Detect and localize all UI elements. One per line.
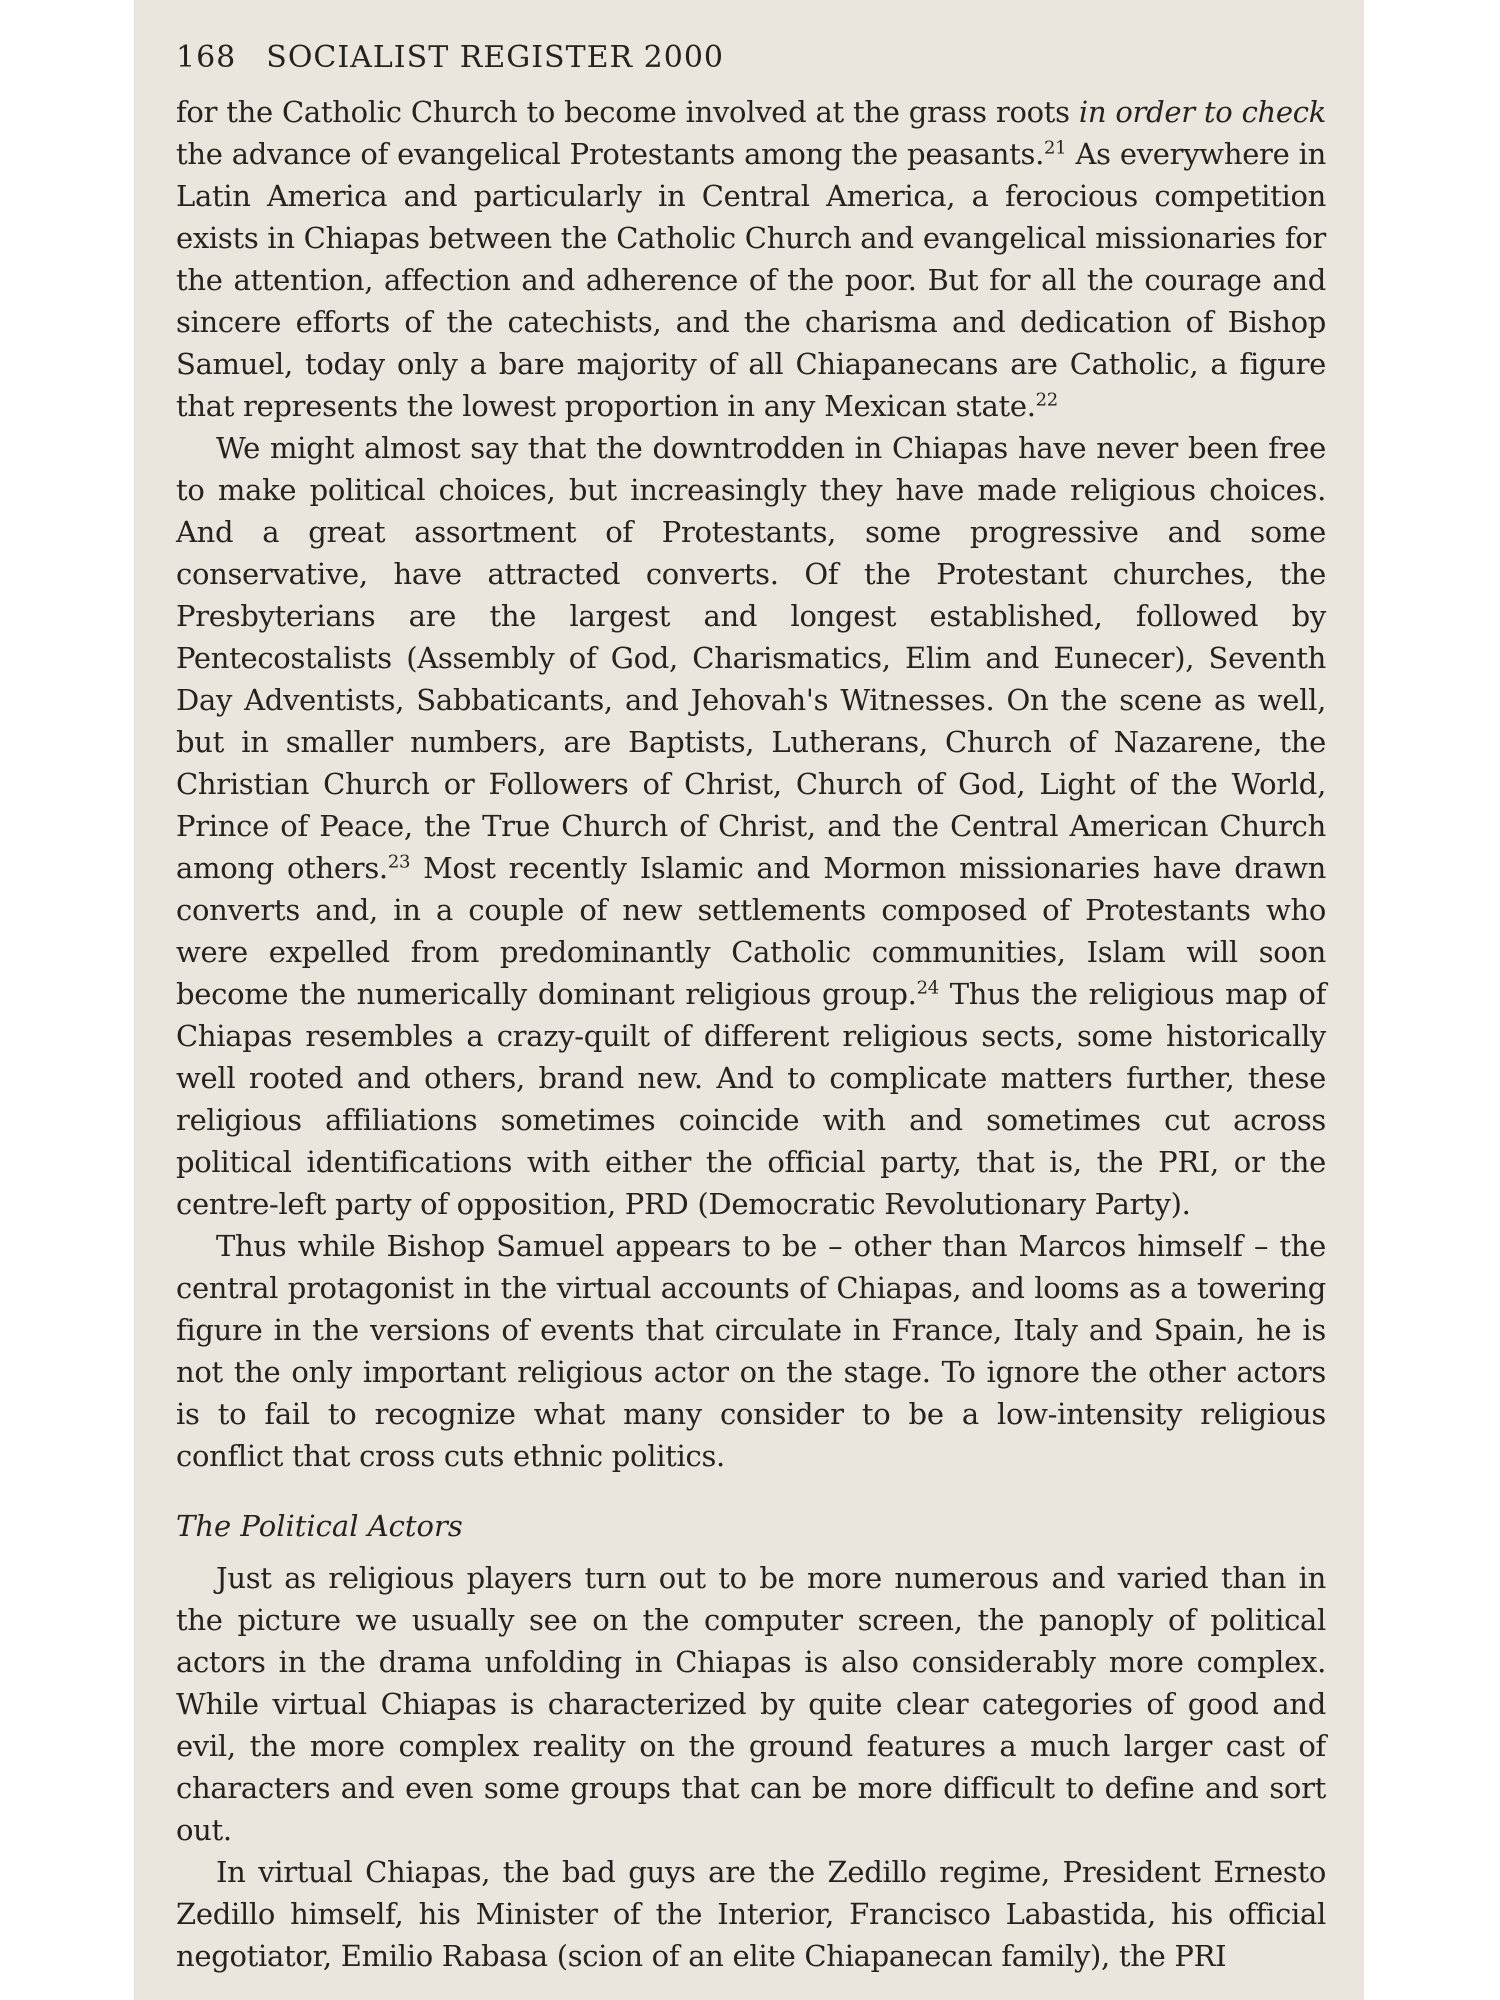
footnote-ref-22: 22 <box>1035 389 1058 411</box>
page-number: 168 <box>176 40 237 75</box>
footnote-ref-24: 24 <box>916 977 939 999</box>
running-title: SOCIALIST REGISTER 2000 <box>266 40 724 75</box>
paragraph-2-text-b: Most recently Islamic and Mormon missionaries have drawn converts and, in a couple of new settlements composed of Protestants who were expelled from predominantly Catholic communities, Islam will soon become the numerically dominant religious group. <box>176 851 1326 1011</box>
paragraph-2-text-a: We might almost say that the downtrodden in Chiapas have never been free to make political choices, but increasingly they have made religious choices. And a great assortment of Protestants, some progressive and some conservative, have attracted converts. Of the Protestant churches, the Presbyterians are the largest and longest established, followed by Pentecostalists (Assembly of God, Charismatics, Elim and Eunecer), Seventh Day Adventists, Sabbaticants, and Jehovah's Witnesses. On the scene as well, but in smaller numbers, are Baptists, Lutherans, Church of Nazarene, the Christian Church or Followers of Christ, Church of God, Light of the World, Prince of Peace, the True Church of Christ, and the Central American Church among others. <box>176 431 1326 885</box>
paragraph-1-text-a: for the Catholic Church to become involved at the grass roots <box>176 95 1079 129</box>
paragraph-5: In virtual Chiapas, the bad guys are the Zedillo regime, President Ernesto Zedillo himself, his Minister of the Interior, Francisco Labastida, his official negotiator, Emilio Rabasa (scion of an elite Chiapanecan family), the PRI <box>176 1855 1326 1973</box>
paragraph-1 <box>176 91 1326 427</box>
paragraph-1-italic: in order to check <box>1078 95 1326 129</box>
section-heading: The Political Actors <box>176 1509 463 1543</box>
paragraph-3: Thus while Bishop Samuel appears to be – other than Marcos himself – the central protagonist in the virtual accounts of Chiapas, and looms as a towering figure in the versions of events that circulate in France, Italy and Spain, he is not the only important religious actor on the stage. To ignore the other actors is to fail to recognize what many consider to be a low-intensity religious conflict that cross cuts ethnic politics. <box>176 1229 1326 1473</box>
running-header <box>176 38 1326 77</box>
footnote-ref-23: 23 <box>387 851 411 873</box>
paragraph-2 <box>176 427 1326 1225</box>
paragraph-1-text-c: As everywhere in Latin America and particularly in Central America, a ferocious competition exists in Chiapas between the Catholic Church and evangelical missionaries for the attention, affection and adherence of the poor. But for all the courage and sincere efforts of the catechists, and the charisma and dedication of Bishop Samuel, today only a bare majority of all Chiapanecans are Catholic, a figure that represents the lowest proportion in any Mexican state. <box>176 137 1326 423</box>
paragraph-1-text-b: the advance of evangelical Protestants among the peasants. <box>176 137 1044 171</box>
footnote-ref-21: 21 <box>1043 137 1067 159</box>
page-content <box>176 38 1326 1977</box>
paragraph-4: Just as religious players turn out to be more numerous and varied than in the picture we usually see on the computer screen, the panoply of political actors in the drama unfolding in Chiapas is also considerably more complex. While virtual Chiapas is characterized by quite clear categories of good and evil, the more complex reality on the ground features a much larger cast of characters and even some groups that can be more difficult to define and sort out. <box>176 1561 1326 1847</box>
paragraph-2-text-c: Thus the religious map of Chiapas resembles a crazy-quilt of different religious sects, some historically well rooted and others, brand new. And to complicate matters further, these religious affiliations sometimes coincide with and sometimes cut across political identifications with either the official party, that is, the PRI, or the centre-left party of opposition, PRD (Democratic Revolutionary Party). <box>176 977 1327 1221</box>
scanned-page <box>134 0 1364 2000</box>
